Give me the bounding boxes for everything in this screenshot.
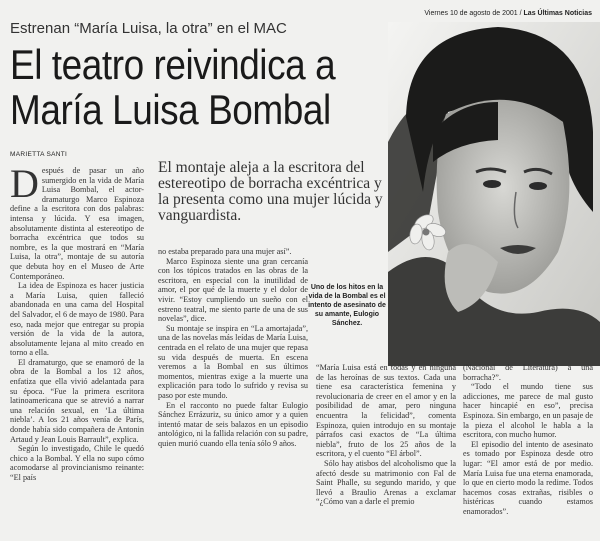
- headline-line-1: El teatro reivindica a: [10, 41, 336, 88]
- paragraph: El dramaturgo, que se enamoró de la obra de la Bombal a los 12 años, enfatiza que ella vivió adelantada para su época. “Fue la primera escritora latinoamericana que se atrevió a narrar una relación sexual, en ‘La última niebla’. A los 21 años venía de París, donde había sido compañera de Antonin Artaud y Jean Louis Barrault”, explica.: [10, 357, 144, 444]
- deck: El montaje aleja a la escritora del estereotipo de borracha excéntrica y la presenta como una mujer lúcida y vanguardista.: [158, 159, 383, 224]
- paragraph: Sólo hay atisbos del alcoholismo que la afectó desde su matrimonio con Fal de Saint Phalle, su segundo marido, y que llevó a Braulio Arenas a exclamar “¿Cómo van a darle el premio: [316, 458, 456, 507]
- kicker: Estrenan “María Luisa, la otra” en el MAC: [10, 20, 287, 37]
- byline: MARIETTA SANTI: [10, 151, 68, 158]
- portrait-photo: [388, 22, 600, 366]
- paragraph: El episodio del intento de asesinato es tomado por Espinoza desde otro lugar: “El amor está de por medio. María Luisa fue una eterna enamorada, lo que en cierto modo la redime. Todos hacemos cosas extrañas, risibles o histéricas cuando estamos enamorados”.: [463, 439, 593, 516]
- article-column-1: [10, 166, 144, 538]
- paragraph: Según lo investigado, Chile le quedó chico a la Bombal. Y ella no supo cómo acomodarse al provincianismo reinante: “El país: [10, 444, 144, 482]
- masthead-separator: /: [519, 10, 522, 17]
- portrait-illustration: [388, 22, 600, 366]
- paragraph: La idea de Espinoza es hacer justicia a María Luisa, quien falleció abandonada en una cama del Hospital del Salvador, el 6 de mayo de 1980. Para eso, nada mejor que entregar su propia versión de la vida de la autora, absolutamente lejana al mito creado en torno a ella.: [10, 281, 144, 358]
- article-column-4: [463, 363, 593, 539]
- article-column-2: [158, 247, 308, 539]
- paragraph: (Nacional de Literatura) a una borracha?”.: [463, 363, 593, 382]
- paragraph: “Todo el mundo tiene sus adicciones, me parece de mal gusto hacer hincapié en eso”, precisa Espinoza. Sin embargo, en un pasaje de la pieza el alcohol le habla a la escritora, con mucho humor.: [463, 382, 593, 440]
- paragraph: “María Luisa está en todas y en ninguna de las heroínas de sus textos. Cada una tiene esa característica femenina y revolucionaria de creer en el amor y en la posibilidad de amar, pero ninguna encuentra la felicidad”, comenta Espinoza, quien introdujo en su montaje párrafos casi exactos de “La última niebla”, fruto de los 25 años de la escritora, y el cuento “El árbol”.: [316, 363, 456, 459]
- photo-caption: Uno de los hitos en la vida de la Bombal es el intento de asesinato de su amante, Eulogio Sánchez.: [308, 284, 386, 327]
- headline-line-2: María Luisa Bombal: [10, 86, 331, 133]
- masthead-paper: Las Últimas Noticias: [523, 10, 592, 17]
- headline: [10, 42, 400, 132]
- paragraph: Su montaje se inspira en “La amortajada”, una de las novelas más leídas de María Luisa, centrada en el relato de una mujer que repasa su vida después de muerta. En escena veremos a la Bombal en sus últimos momentos, mientras exige a la muerte una explicación para todo lo sufrido y revisa su paso por este mundo.: [158, 323, 308, 400]
- paragraph: Marco Espinoza siente una gran cercanía con los tópicos tratados en las obras de la escritora, en especial con la inutilidad de amor, el por qué de la muerte y el dolor de vivir. “Estoy cumpliendo un sueño con el estreno teatral, me siento parte de una de sus novelas”, dice.: [158, 256, 308, 324]
- paragraph: En el racconto no puede faltar Eulogio Sánchez Errázuriz, su único amor y a quien intentó matar de seis balazos en un episodio antológico, ni la fallida relación con su padre, quien murió cuando ella tenía sólo 9 años.: [158, 400, 308, 448]
- article-column-3: [316, 363, 456, 539]
- paragraph: no estaba preparado para una mujer así”.: [158, 247, 292, 256]
- masthead: [330, 10, 592, 17]
- masthead-date: Viernes 10 de agosto de 2001: [424, 10, 518, 17]
- dropcap: D: [10, 166, 39, 206]
- paragraph: espués de pasar un año sumergido en la vida de María Luisa Bombal, el actor-dramaturgo Marco Espinoza define a la escritora con dos palabras: intensa y lúcida. Y esa imagen, absolutamente distinta al estereotipo de borracha excéntrica que todos su nombre, es la que mostrará en “María Luisa, la otra”, montaje de su autoría que debuta hoy en el Museo de Arte Contemporáneo.: [10, 166, 144, 281]
